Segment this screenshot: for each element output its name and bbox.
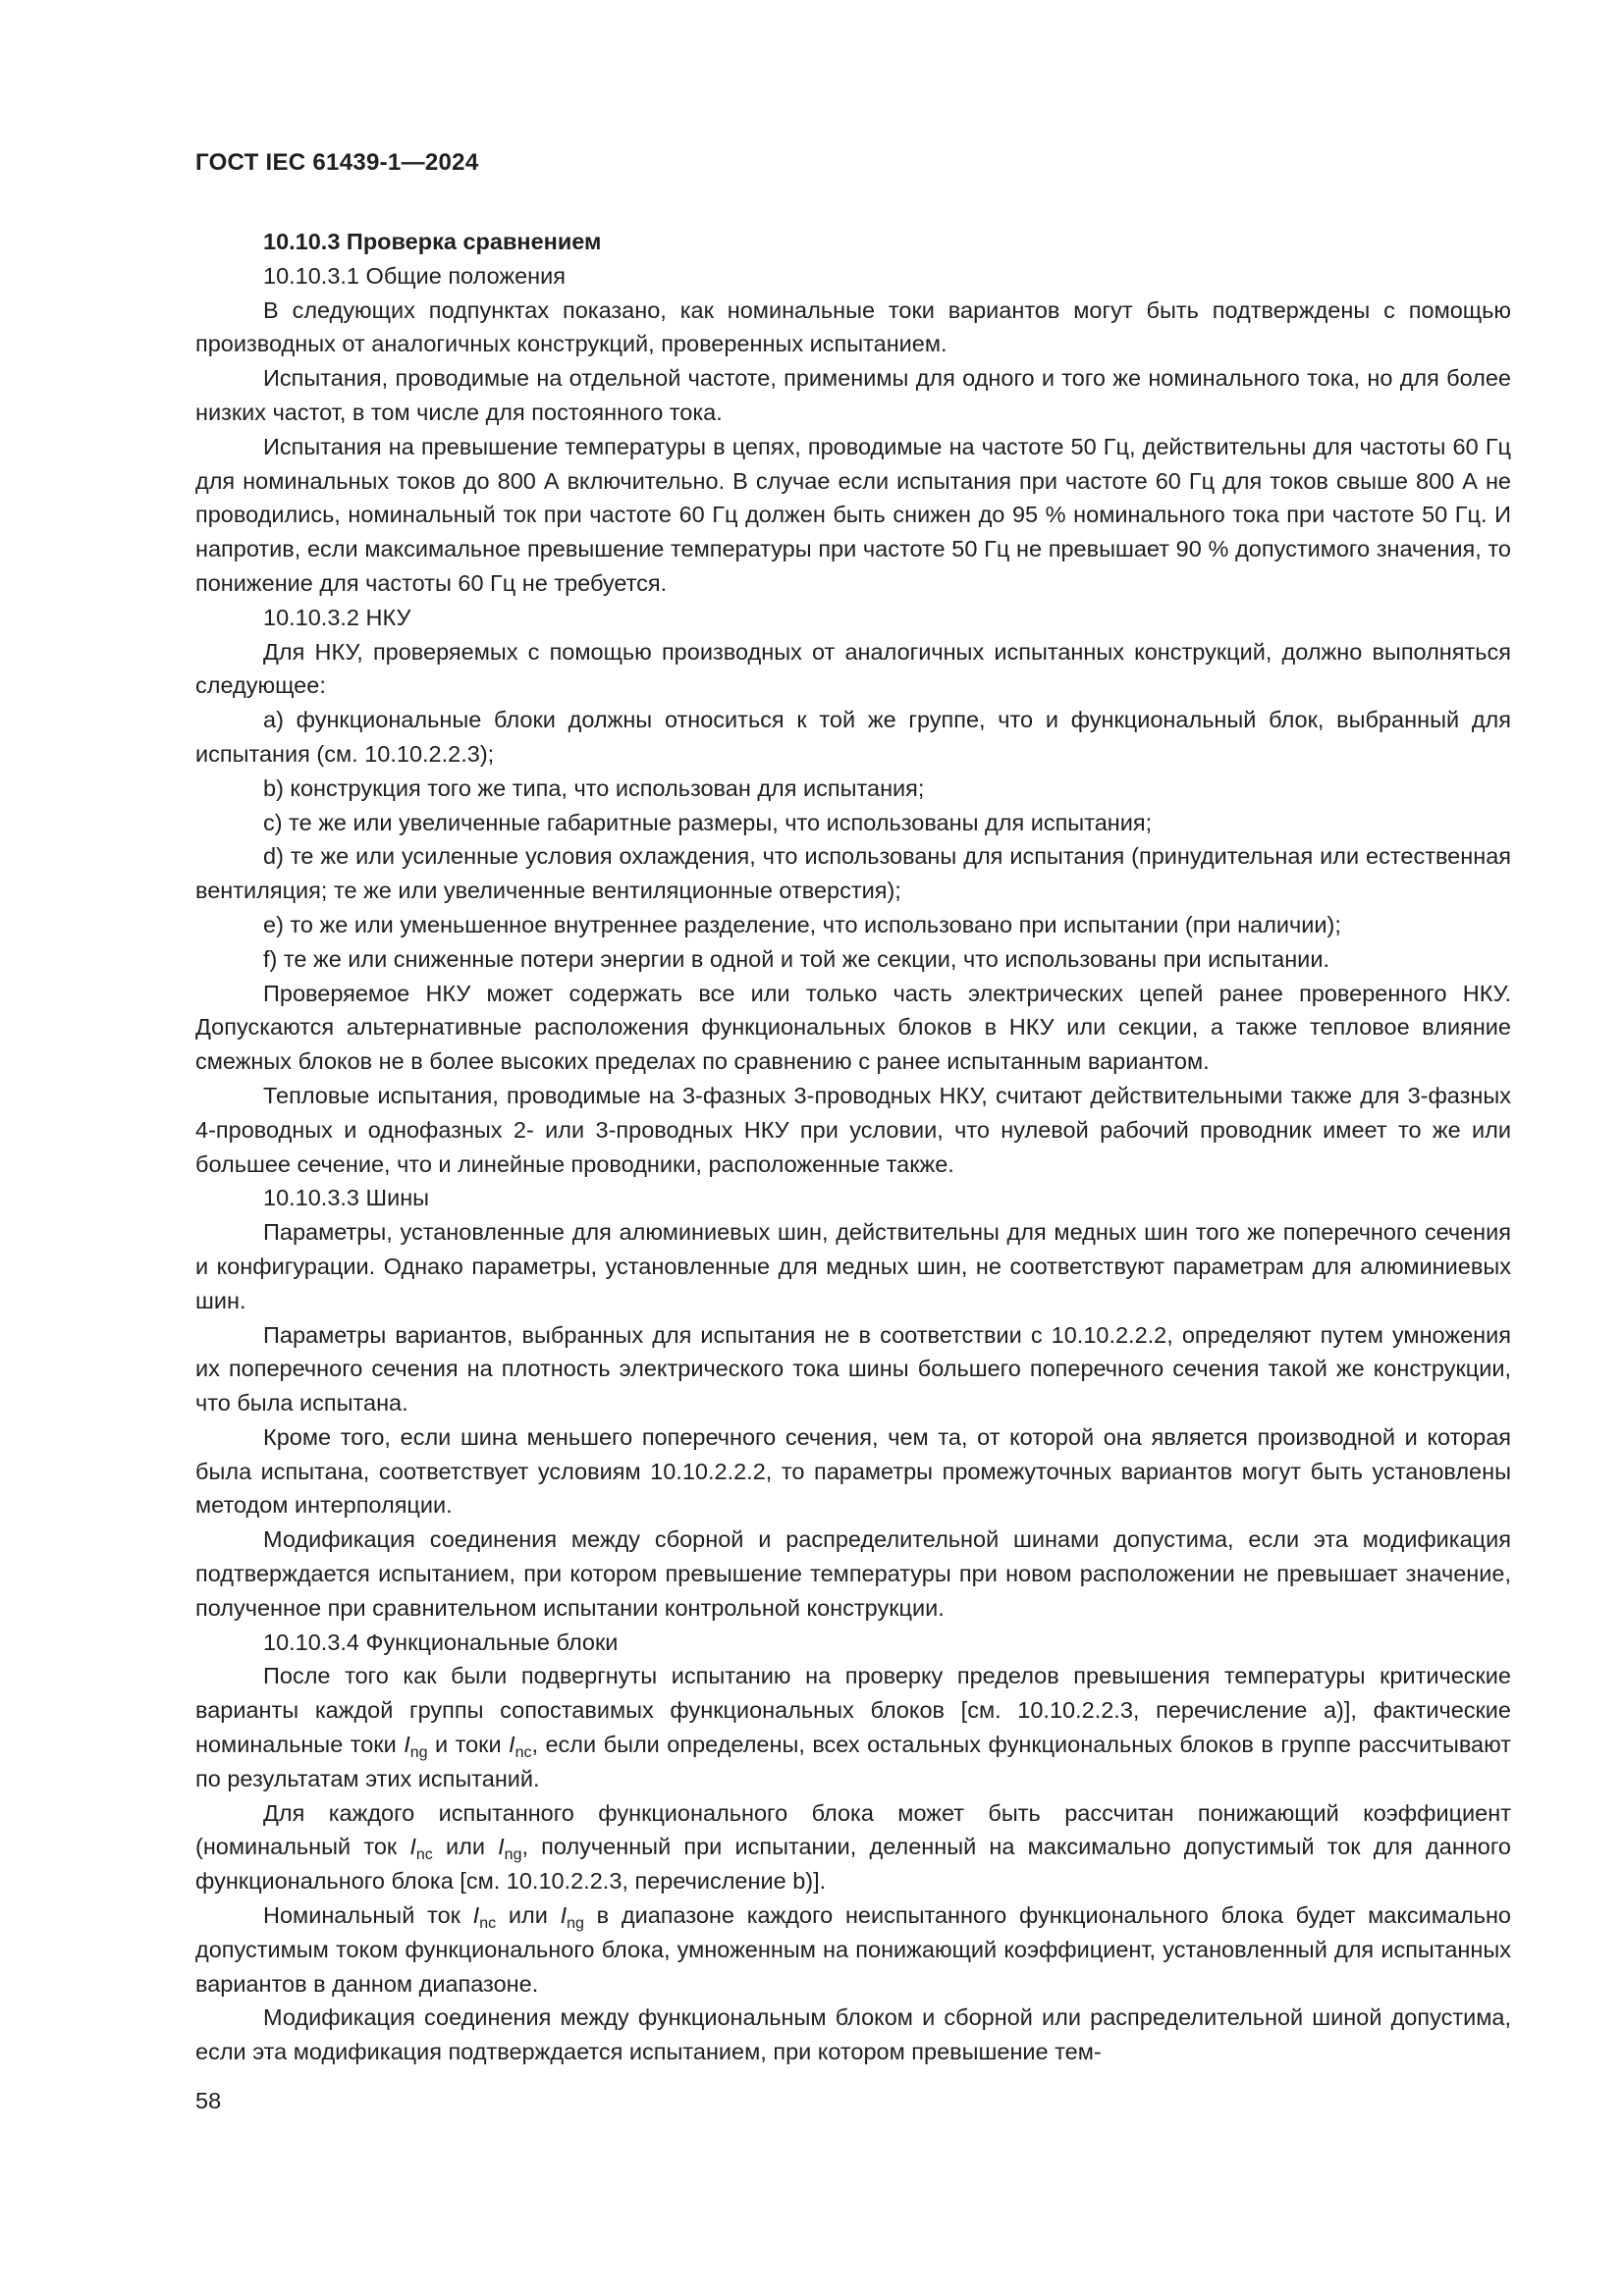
text-run: в диапазоне каждого неиспытанного функционального блока будет максимально допустимым током функционального блока, умноженным на понижающий коэффициент, установленный для испытанных вариантов в данном диапазоне. [195,1902,1511,1997]
symbol-i: I [560,1902,568,1929]
paragraph: Для НКУ, проверяемых с помощью производных от аналогичных испытанных конструкций, должно выполняться следующее: [195,638,1511,699]
subscript-ng: ng [567,1915,584,1933]
heading-10-10-3: 10.10.3 Проверка сравнением [263,229,602,254]
paragraph: Проверяемое НКУ может содержать все или только часть электрических цепей ранее проверенного НКУ. Допускаются альтернативные расположения функциональных блоков в НКУ или секции, а также тепловое влияние смежных блоков не в более высоких пределах по сравнению с ранее испытанным вариантом. [195,980,1511,1075]
text-run: Для каждого испытанного функционального блока может быть рассчитан понижающий коэффициент (номинальный ток [195,1799,1511,1860]
text-run: или [496,1902,561,1929]
paragraph: В следующих подпунктах показано, как номинальные токи вариантов могут быть подтверждены с помощью производных от аналогичных конструкций, проверенных испытанием. [195,296,1511,357]
heading-10-10-3-2: 10.10.3.2 НКУ [263,604,411,630]
subscript-nc: nc [415,1846,433,1864]
symbol-i: I [509,1732,515,1758]
document-body [195,225,1511,2069]
paragraph: Параметры вариантов, выбранных для испытания не в соответствии с 10.10.2.2.2, определяют путем умножения их поперечного сечения на плотность электрического тока шины большего поперечного сечения такой же конструкции, что была испытана. [195,1321,1511,1416]
list-item: a) функциональные блоки должны относиться к той же группе, что и функциональный блок, выбранный для испытания (см. 10.10.2.2.3); [195,707,1511,767]
heading-10-10-3-4: 10.10.3.4 Функциональные блоки [263,1629,619,1655]
paragraph: Модификация соединения между сборной и распределительной шинами допустима, если эта модификация подтверждается испытанием, при котором превышение температуры при новом расположении не превышает значение, полученное при сравнительном испытании контрольной конструкции. [195,1526,1511,1621]
paragraph: Кроме того, если шина меньшего поперечного сечения, чем та, от которой она является производной и которая была испытана, соответствует условиям 10.10.2.2.2, то параметры промежуточных вариантов могут быть установлены методом интерполяции. [195,1423,1511,1519]
list-item: e) то же или уменьшенное внутреннее разделение, что использовано при испытании (при наличии); [263,911,1341,937]
symbol-i: I [409,1834,416,1860]
list-item: b) конструкция того же типа, что использован для испытания; [263,774,925,801]
text-run: и токи [427,1732,510,1758]
paragraph: Тепловые испытания, проводимые на 3-фазных 3-проводных НКУ, считают действительными также для 3-фазных 4-проводных и однофазных 2- или 3-проводных НКУ при условии, что нулевой рабочий проводник имеет то же или большее сечение, что и линейные проводники, расположенные также. [195,1082,1511,1177]
symbol-i: I [404,1732,410,1758]
paragraph: Параметры, установленные для алюминиевых шин, действительны для медных шин того же поперечного сечения и конфигурации. Однако параметры, установленные для медных шин, не соответствуют параметрам для алюминиевых шин. [195,1219,1511,1313]
list-item: f) те же или сниженные потери энергии в одной и той же секции, что использованы при испытании. [263,945,1329,972]
paragraph: Испытания, проводимые на отдельной частоте, применимы для одного и того же номинального тока, но для более низких частот, в том числе для постоянного тока. [195,365,1511,425]
text-run: Номинальный ток [263,1902,473,1929]
subscript-nc: nc [514,1744,532,1762]
paragraph: Испытания на превышение температуры в цепях, проводимые на частоте 50 Гц, действительны для частоты 60 Гц для номинальных токов до 800 А включительно. В случае если испытания при частоте 60 Гц для токов свыше 800 А не проводились, номинальный ток при частоте 60 Гц должен быть снижен до 95 % номинального тока при частоте 50 Гц. И напротив, если максимальное превышение температуры при частоте 50 Гц не превышает 90 % допустимого значения, то понижение для частоты 60 Гц не требуется. [195,433,1511,596]
text-run: , полученный при испытании, деленный на максимально допустимый ток для данного функционального блока [см. 10.10.2.2.3, перечисление b)]. [195,1834,1511,1895]
symbol-i: I [472,1902,480,1929]
list-item: d) те же или усиленные условия охлаждения, что использованы для испытания (принудительная или естественная вентиляция; те же или увеличенные вентиляционные отверстия); [195,843,1511,904]
paragraph [195,1659,1511,1795]
heading-10-10-3-1: 10.10.3.1 Общие положения [263,262,567,289]
page-number: 58 [195,2088,222,2113]
subscript-ng: ng [504,1846,522,1864]
heading-10-10-3-3: 10.10.3.3 Шины [263,1185,430,1211]
subscript-ng: ng [409,1744,428,1762]
subscript-nc: nc [479,1915,497,1933]
text-run: или [432,1834,499,1860]
symbol-i: I [498,1834,505,1860]
text-run: , если были определены, всех остальных функциональных блоков в группе рассчитывают по результатам этих испытаний. [195,1732,1511,1791]
list-item: c) те же или увеличенные габаритные размеры, что использованы для испытания; [263,809,1153,835]
document-header: ГОСТ IEC 61439-1—2024 [195,149,479,176]
text-run: После того как были подвергнуты испытанию на проверку пределов превышения температуры критические варианты каждой группы сопоставимых функциональных блоков [см. 10.10.2.2.3, перечисление а)], фактические номинальные токи [195,1663,1511,1758]
paragraph [195,1796,1511,1898]
paragraph [195,1898,1511,2001]
paragraph: Модификация соединения между функциональным блоком и сборной или распределительной шиной допустима, если эта модификация подтверждается испытанием, при котором превышение тем- [195,2004,1511,2065]
